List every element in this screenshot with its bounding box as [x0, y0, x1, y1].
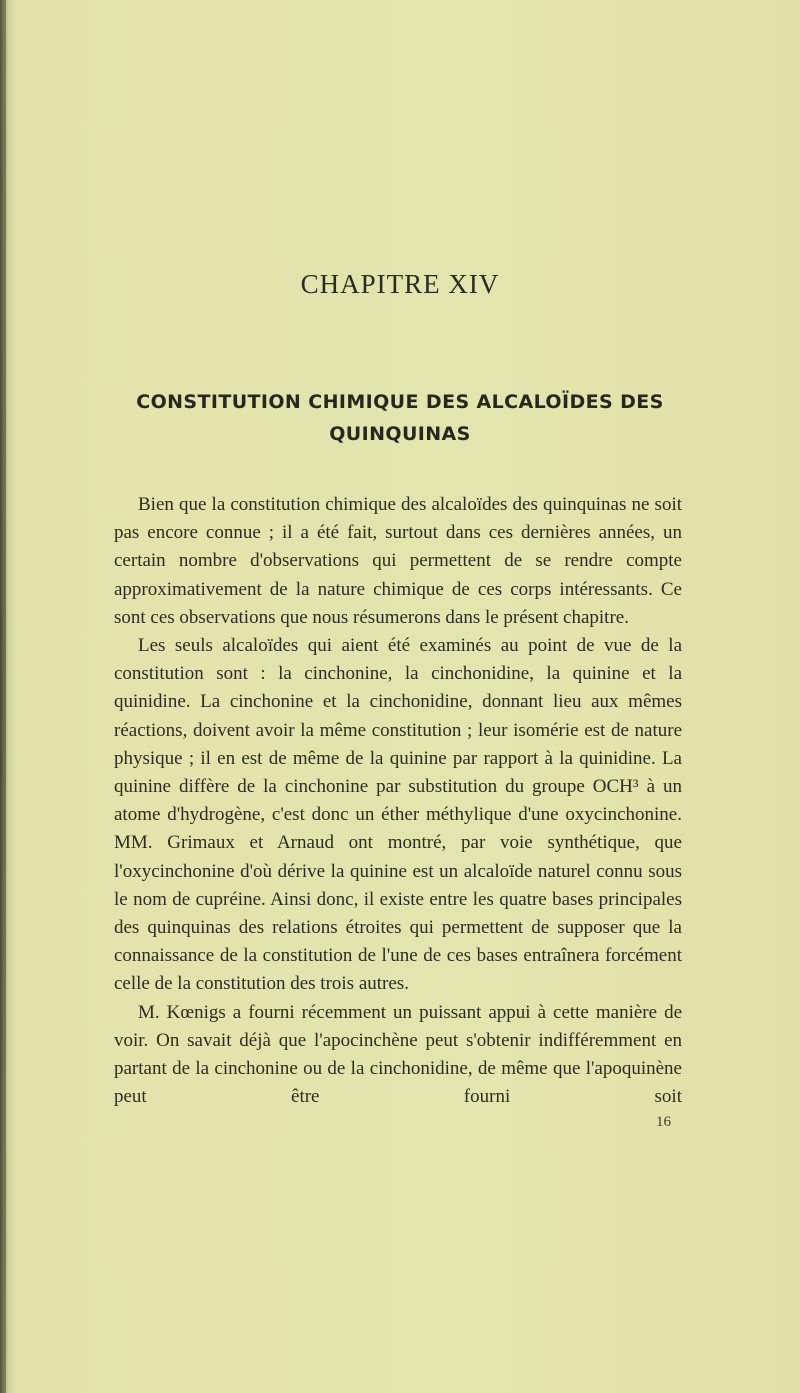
paragraph-2: Les seuls alcaloïdes qui aient été examinés au point de vue de la constitution sont : la cinchonine, la cinchonidine, la quinine et la quinidine. La cinchonine et la cinchonidine, donnant lieu aux mêmes réactions, doivent avoir la même constitution ; leur isomérie est de nature physique ; il en est de même de la quinine par rapport à la quinidine. La quinine diffère de la cinchonine par substitution du groupe OCH³ à un atome d'hydrogène, c'est donc un éther méthylique d'une oxycinchonine. MM. Grimaux et Arnaud ont montré, par voie synthétique, que l'oxycinchonine d'où dérive la quinine est un alcaloïde naturel connu sous le nom de cupréine. Ainsi donc, il existe entre les quatre bases principales des quinquinas des relations étroites qui permettent de supposer que la connaissance de la constitution de l'une de ces bases entraînera forcément celle de la constitution des trois autres.: [114, 635, 682, 995]
chapter-title: [100, 386, 700, 450]
chapter-title-line-2: QUINQUINAS: [329, 423, 471, 445]
body-text: [114, 491, 682, 1111]
chapter-title-line-1: CONSTITUTION CHIMIQUE DES ALCALOÏDES DES: [136, 391, 664, 413]
paragraph-1: Bien que la constitution chimique des alcaloïdes des quinquinas ne soit pas encore connue ; il a été fait, surtout dans ces dernières années, un certain nombre d'observations qui permettent de se rendre compte approximativement de la nature chimique de ces corps intéressants. Ce sont ces observations que nous résumerons dans le présent chapitre.: [114, 494, 682, 628]
chapter-heading: CHAPITRE XIV: [300, 269, 500, 299]
paragraph-3: M. Kœnigs a fourni récemment un puissant appui à cette manière de voir. On savait déjà que l'apocinchène peut s'obtenir indifféremment en partant de la cinchonine ou de la cinchonidine, de même que l'apoquinène peut être fourni soit: [114, 1001, 682, 1108]
binding-edge: [0, 0, 6, 1393]
page-number: 16: [656, 1114, 671, 1130]
